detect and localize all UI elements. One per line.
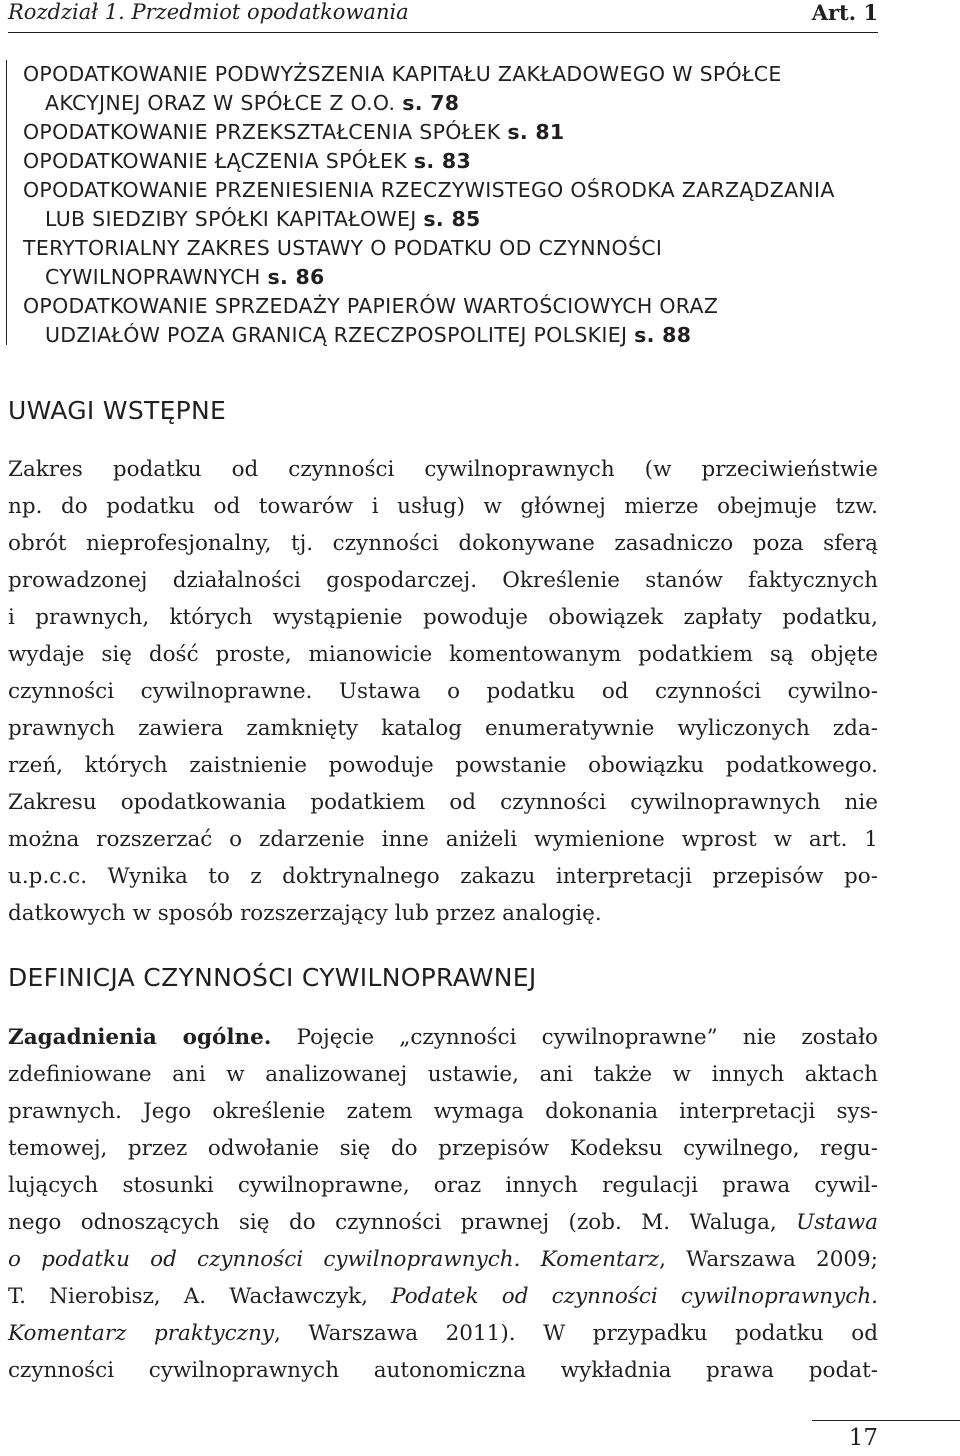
toc-item-1-continued xyxy=(7,89,882,118)
toc-item-title: UDZIAŁÓW POZA GRANICĄ RZECZPOSPOLITEJ POLSKIEJ xyxy=(45,323,628,347)
toc-item-title: OPODATKOWANIE PODWYŻSZENIA KAPITAŁU ZAKŁADOWEGO W SPÓŁCE xyxy=(23,62,782,86)
cited-title: Komentarz praktyczny xyxy=(8,1321,275,1346)
cited-title: Ustawa xyxy=(796,1210,878,1235)
article-label: Art. 1 xyxy=(811,0,878,25)
section-heading-definition: DEFINICJA CZYNNOŚCI CYWILNOPRAWNEJ xyxy=(8,963,537,992)
toc-item-5[interactable] xyxy=(7,234,882,263)
text-run: nego odnoszących się do czynności prawnej (zob. M. Waluga, xyxy=(8,1210,797,1235)
text-line: lujących stosunki cywilnoprawne, oraz innych regulacji prawa cywil- xyxy=(8,1173,878,1198)
toc-item-title: TERYTORIALNY ZAKRES USTAWY O PODATKU OD CZYNNOŚCI xyxy=(23,236,663,260)
toc-item-title: OPODATKOWANIE PRZEKSZTAŁCENIA SPÓŁEK xyxy=(23,120,501,144)
text-line: prawnych zawiera zamknięty katalog enumeratywnie wyliczonych zda- xyxy=(8,716,878,741)
cited-title: Podatek od czynności cywilnoprawnych. xyxy=(391,1284,878,1309)
run-in-heading: Zagadnienia ogólne. xyxy=(8,1025,272,1050)
text-line: Zakresu opodatkowania podatkiem od czynności cywilnoprawnych nie xyxy=(8,790,878,815)
text-line: czynności cywilnoprawnych autonomiczna wykładnia prawa podat- xyxy=(8,1358,878,1383)
text-line: można rozszerzać o zdarzenie inne aniżeli wymienione wprost w art. 1 xyxy=(8,827,878,852)
text-line: zdefiniowane ani w analizowanej ustawie, ani także w innych aktach xyxy=(8,1062,878,1087)
text-line: u.p.c.c. Wynika to z doktrynalnego zakazu interpretacji przepisów po- xyxy=(8,864,878,889)
introduction-paragraph xyxy=(8,451,878,932)
text-line xyxy=(8,1241,878,1278)
toc-item-2[interactable] xyxy=(7,118,882,147)
running-header xyxy=(8,0,878,33)
cited-title: o podatku od czynności cywilnoprawnych. Komentarz xyxy=(8,1247,660,1272)
toc-item-title: LUB SIEDZIBY SPÓŁKI KAPITAŁOWEJ xyxy=(45,207,417,231)
toc-item-title: OPODATKOWANIE PRZENIESIENIA RZECZYWISTEGO OŚRODKA ZARZĄDZANIA xyxy=(23,178,835,202)
text-line: czynności cywilnoprawne. Ustawa o podatku od czynności cywilno- xyxy=(8,679,878,704)
toc-page-ref: s. 83 xyxy=(413,149,472,173)
text-line: prowadzonej działalności gospodarczej. Określenie stanów faktycznych xyxy=(8,568,878,593)
chapter-contents-list xyxy=(6,60,882,345)
toc-item-title: CYWILNOPRAWNYCH xyxy=(45,265,261,289)
toc-item-5-continued xyxy=(7,263,882,292)
toc-page-ref: s. 86 xyxy=(267,265,325,289)
toc-page-ref: s. 81 xyxy=(507,120,565,144)
toc-item-6-continued xyxy=(7,321,882,350)
toc-item-6[interactable] xyxy=(7,292,882,321)
text-line: obrót nieprofesjonalny, tj. czynności dokonywane zasadniczo poza sferą xyxy=(8,531,878,556)
toc-item-4-continued xyxy=(7,205,882,234)
toc-item-3[interactable] xyxy=(7,147,882,176)
definition-paragraph xyxy=(8,1019,878,1389)
page-number: 17 xyxy=(848,1425,878,1451)
text-line: wydaje się dość proste, mianowicie komentowanym podatkiem są objęte xyxy=(8,642,878,667)
toc-item-1[interactable] xyxy=(7,60,882,89)
text-line: datkowych w sposób rozszerzający lub przez analogię. xyxy=(8,901,602,926)
toc-item-title: OPODATKOWANIE SPRZEDAŻY PAPIERÓW WARTOŚCIOWYCH ORAZ xyxy=(23,294,719,318)
text-run: Pojęcie „czynności cywilnoprawne” nie zostało xyxy=(271,1025,878,1050)
text-line: rzeń, których zaistnienie powoduje powstanie obowiązku podatkowego. xyxy=(8,753,878,778)
text-line: np. do podatku od towarów i usług) w głównej mierze obejmuje tzw. xyxy=(8,494,878,519)
folio-rule xyxy=(812,1420,960,1421)
text-line xyxy=(8,1019,878,1056)
text-line xyxy=(8,1315,878,1352)
text-line xyxy=(8,1204,878,1241)
text-line: Zakres podatku od czynności cywilnoprawnych (w przeciwieństwie xyxy=(8,457,878,482)
text-run: T. Nierobisz, A. Wacławczyk, xyxy=(8,1284,392,1309)
chapter-title: Rozdział 1. Przedmiot opodatkowania xyxy=(8,0,409,24)
toc-item-title: AKCYJNEJ ORAZ W SPÓŁCE Z O.O. xyxy=(45,91,396,115)
text-line: prawnych. Jego określenie zatem wymaga dokonania interpretacji sys- xyxy=(8,1099,878,1124)
text-line xyxy=(8,1278,878,1315)
toc-item-title: OPODATKOWANIE ŁĄCZENIA SPÓŁEK xyxy=(23,149,408,173)
text-line: i prawnych, których wystąpienie powoduje obowiązek zapłaty podatku, xyxy=(8,605,878,630)
toc-page-ref: s. 78 xyxy=(402,91,460,115)
text-run: , Warszawa 2009; xyxy=(659,1247,878,1272)
text-line: temowej, przez odwołanie się do przepisów Kodeksu cywilnego, regu- xyxy=(8,1136,878,1161)
text-run: , Warszawa 2011). W przypadku podatku od xyxy=(274,1321,878,1346)
toc-item-4[interactable] xyxy=(7,176,882,205)
toc-page-ref: s. 88 xyxy=(634,323,692,347)
section-heading-introduction: UWAGI WSTĘPNE xyxy=(8,396,227,425)
toc-page-ref: s. 85 xyxy=(423,207,481,231)
